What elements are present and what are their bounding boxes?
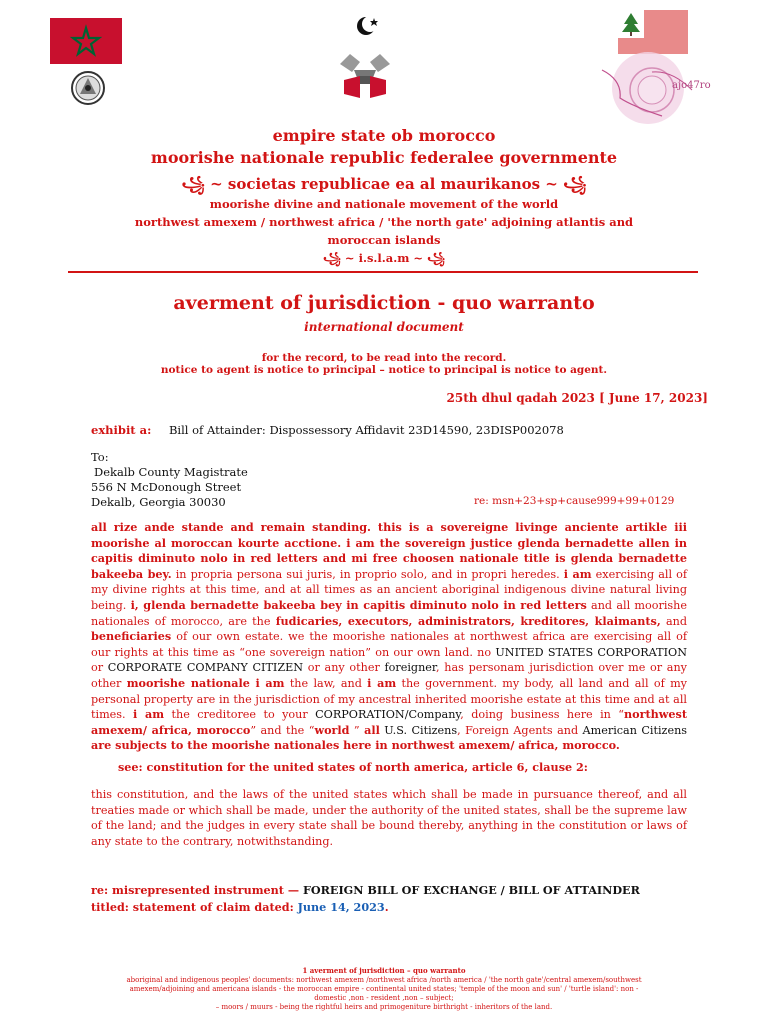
text-span: exercising all of my divine rights at this time, and at all times as an ancient aboriginal indigenous divine natural living being.: [91, 567, 687, 612]
text-span: CORPORATION/Company: [315, 708, 461, 722]
footer-line-3: domestic ,non - resident ,non – subject;: [314, 994, 454, 1002]
header-line-islands: moroccan islands: [327, 233, 441, 247]
header-line-societas: ꧁ ~ societas republicae ea al maurikanos ~ ꧁: [181, 175, 587, 193]
text-span: northwest amexem/ africa, morocco: [91, 707, 687, 737]
header-line-empire: empire state ob morocco: [272, 126, 496, 145]
text-span: , has personam jurisdiction over me or any other: [91, 661, 687, 690]
header-movement: [0, 195, 768, 249]
header-line-northwest: northwest amexem / northwest africa / 'the north gate' adjoining atlantis and: [134, 215, 634, 229]
text-span: i am: [133, 707, 165, 722]
document-subtitle: international document: [304, 320, 464, 334]
reference-number: re: msn+23+sp+cause999+99+0129: [474, 495, 675, 507]
text-span: and all moorishe nationales of morocco, are the: [91, 598, 687, 628]
stamp-seal-icon: [592, 50, 711, 126]
text-span: June 14, 2023: [297, 900, 385, 914]
text-span: American Citizens: [582, 723, 688, 737]
text-span: the creditoree to your: [164, 708, 316, 722]
text-span: world: [314, 722, 350, 737]
text-span: CORPORATE COMPANY CITIZEN: [107, 661, 304, 675]
text-span: or: [91, 661, 108, 675]
footer-title: 1 averment of jurisdiction – quo warranto: [302, 966, 466, 975]
text-span: i am: [249, 675, 285, 690]
text-span: foreigner: [384, 661, 437, 675]
address-line-1: Dekalb County Magistrate: [94, 465, 248, 479]
re-titled: [91, 900, 389, 914]
text-span: and: [660, 614, 687, 628]
text-span: all: [364, 722, 380, 737]
text-span: are subjects to the moorishe nationales here in northwest amexem/ africa, morocco.: [91, 738, 620, 753]
text-span: , Foreign Agents and: [457, 723, 583, 737]
text-span: ”: [349, 723, 365, 737]
footer-line-2: amexem/adjoining and americana islands - the moroccan empire - continental united states; 'temple of the moon and sun' / 'turtle island': non -: [129, 985, 639, 993]
exhibit-text: Bill of Attainder: Dispossessory Affidavit 23D14590, 23DISP002078: [168, 423, 564, 437]
exhibit-line: [91, 423, 564, 437]
address-line-3: Dekalb, Georgia 30030: [91, 495, 226, 509]
text-span: or any other: [303, 661, 385, 675]
text-span: i am: [563, 566, 592, 581]
text-span: the government. my body, all land and all of my personal property are in the jurisdiction of my ancestral inherited moorishe estate at this time and at all times.: [91, 676, 687, 722]
body-paragraph-2: this constitution, and the laws of the united states which shall be made in pursuance thereof, and all treaties made or which shall be made, under the authority of the united states, shall be the supreme law of the land; and the judges in every state shall be bound thereby, anything in the constitution or laws of any state to the contrary, notwithstanding.: [91, 788, 687, 848]
text-span: i am: [367, 675, 397, 690]
text-span: UNITED STATES CORPORATION: [495, 645, 687, 659]
header-divider: [68, 271, 698, 273]
text-span: in propria persona sui juris, in proprio solo, and in propri heredes.: [171, 567, 564, 581]
text-span: i, glenda bernadette bakeeba bey in capitis diminuto nolo in red letters: [130, 597, 587, 612]
pine-tree-flag: [618, 10, 688, 54]
footer-line-1: aboriginal and indigenous peoples' documents: northwest amexem /northwest africa /north america / 'the north gate'/central amexem/southwest: [126, 976, 642, 984]
seal-text: ajo47ro: [672, 80, 711, 91]
text-span: the law, and: [284, 676, 368, 690]
text-span: U.S. Citizens: [379, 723, 458, 737]
text-span: beneficiaries: [91, 629, 172, 644]
text-span: FOREIGN BILL OF EXCHANGE / BILL OF ATTAINDER: [302, 883, 640, 897]
document-title: averment of jurisdiction - quo warranto: [173, 292, 595, 314]
text-span: all rize ande stande and remain standing. this is a sovereigne livinge anciente artikle iii moorishe al moroccan kourte acctione. i am the sovereign justice glenda bernadette allen in capitis diminuto nolo in red letters and mi free choosen nationale title is glenda bernadette bakeeba bey.: [91, 520, 687, 581]
text-span: .: [384, 900, 389, 914]
see-constitution: see: constitution for the united states of north america, article 6, clause 2:: [118, 760, 588, 774]
text-span: , doing business here in “: [460, 708, 624, 722]
morocco-flag: [50, 18, 122, 64]
text-span: of our own estate. we the moorishe nationales at northwest africa are exercising all of our rights at this time as “one sovereign nation” on our own land. no: [91, 630, 687, 659]
crescent-handshake-emblem-icon: [330, 14, 400, 100]
text-span: moorishe nationale: [126, 675, 250, 690]
text-span: titled: statement of claim dated:: [91, 900, 298, 914]
address-line-2: 556 N McDonough Street: [91, 480, 242, 494]
text-span: fudicaries, executors, administrators, kreditores, klaimants,: [275, 613, 661, 628]
notice-record: for the record, to be read into the record.: [261, 352, 507, 364]
moorish-seal-icon: [68, 70, 108, 106]
exhibit-label: exhibit a:: [91, 423, 152, 437]
header-line-movement: moorishe divine and nationale movement of the world: [209, 197, 559, 211]
document-date: 25th dhul qadah 2023 [ June 17, 2023]: [446, 391, 708, 405]
text-span: re: misrepresented instrument —: [91, 883, 303, 897]
address-to: To:: [91, 450, 109, 464]
text-span: ” and the “: [250, 723, 315, 737]
notice-agent: notice to agent is notice to principal – notice to principal is notice to agent.: [160, 364, 608, 376]
body-paragraph-1: [91, 520, 687, 754]
header-line-republic: moorishe nationale republic federalee governmente: [150, 148, 618, 167]
re-misrepresented: [91, 883, 640, 897]
footer-line-4: – moors / muurs - being the rightful heirs and primogeniture birthright - inheritors of the land.: [215, 1003, 553, 1011]
header-line-islam: ꧁ ~ i.s.l.a.m ~ ꧁: [322, 251, 446, 265]
